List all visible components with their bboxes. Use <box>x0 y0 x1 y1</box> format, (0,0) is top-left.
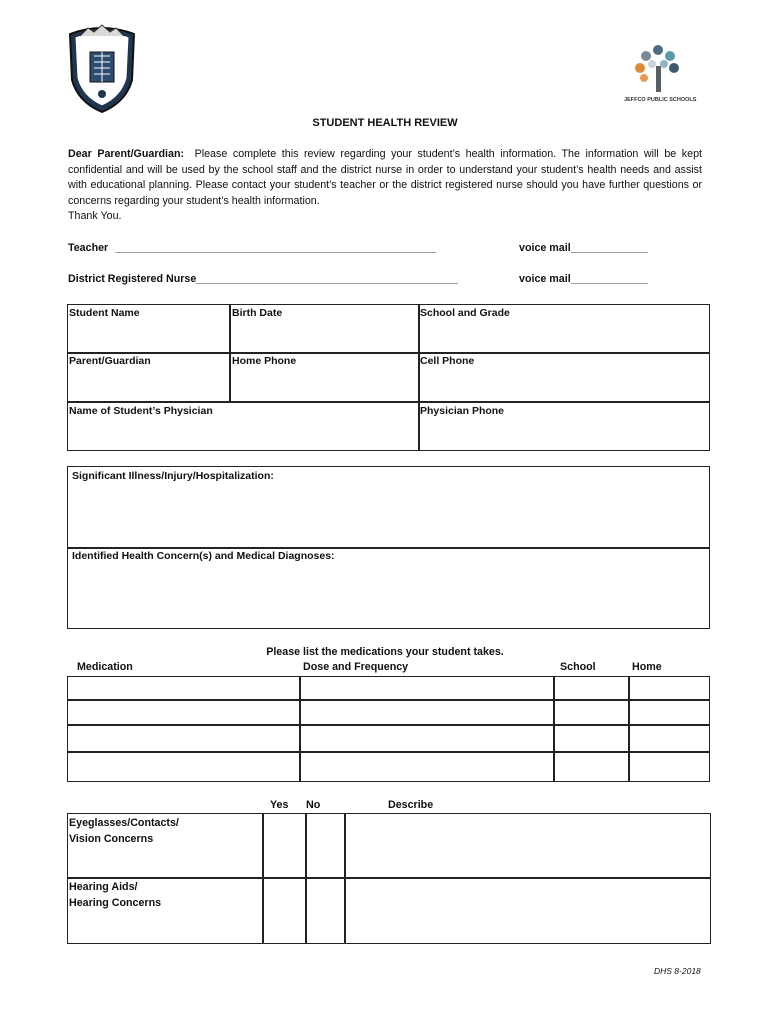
student-name-field[interactable]: Student Name <box>69 307 140 319</box>
sensory-col-divider <box>344 813 346 944</box>
intro-body: Please complete this review regarding your student’s health information. The information will be kept confidential and will be used by the school staff and the district nurse in order to understand your student’s health needs and assist with educational planning. Please contact your student’s teacher or the district registered nurse should you have further questions or concerns regarding your student’s health information. <box>68 148 702 207</box>
health-concerns-field[interactable]: Identified Health Concern(s) and Medical Diagnoses: <box>72 550 335 562</box>
teacher-voicemail-field[interactable]: _____________ <box>570 242 648 254</box>
home-header: Home <box>632 661 662 673</box>
sensory-col-divider <box>262 813 264 944</box>
district-logo-text: JEFFCO PUBLIC SCHOOLS <box>624 97 697 103</box>
grid-divider <box>67 401 710 403</box>
physician-phone-field[interactable]: Physician Phone <box>420 405 505 417</box>
medications-intro: Please list the medications your student takes. <box>266 646 504 658</box>
teacher-field[interactable]: ______________________________________________________ <box>115 242 437 254</box>
parent-guardian-field[interactable]: Parent/Guardian <box>69 355 151 367</box>
physician-name-field[interactable]: Name of Student’s Physician <box>69 405 213 417</box>
medication-header: Medication <box>77 661 133 673</box>
nurse-voicemail-field[interactable]: _____________ <box>570 273 648 285</box>
nurse-field[interactable]: ____________________________________________ <box>196 273 458 285</box>
nurse-row <box>68 273 458 285</box>
health-divider <box>67 547 710 549</box>
teacher-row <box>68 242 436 254</box>
table-col-divider <box>299 676 301 782</box>
vision-label-line-1: Eyeglasses/Contacts/ <box>69 817 179 829</box>
grid-divider <box>67 352 710 354</box>
vision-row-label <box>69 816 179 847</box>
vision-label-line-2: Vision Concerns <box>69 832 154 845</box>
cell-phone-field[interactable]: Cell Phone <box>420 355 475 367</box>
birth-date-field[interactable]: Birth Date <box>232 307 283 319</box>
grid-divider <box>418 304 420 450</box>
medications-table <box>67 676 710 782</box>
describe-header: Describe <box>388 799 434 811</box>
hearing-row-label <box>69 880 161 911</box>
nurse-label: District Registered Nurse <box>68 273 197 285</box>
table-row-divider <box>67 699 710 701</box>
voicemail-label-1: voice mail <box>519 242 571 254</box>
teacher-voicemail-row <box>519 242 648 254</box>
no-header: No <box>306 799 321 811</box>
sensory-col-divider <box>305 813 307 944</box>
nurse-voicemail-row <box>519 273 648 285</box>
thank-you: Thank You. <box>68 210 122 222</box>
form-code: DHS 8-2018 <box>654 966 701 976</box>
table-col-divider <box>628 676 630 782</box>
student-info-grid <box>67 304 710 451</box>
page-title: STUDENT HEALTH REVIEW <box>312 117 458 129</box>
salutation: Dear Parent/Guardian: <box>68 148 185 160</box>
voicemail-label-2: voice mail <box>519 273 571 285</box>
sensory-row-divider <box>67 877 711 879</box>
school-crest-logo <box>66 22 138 114</box>
hearing-label-line-2: Hearing Concerns <box>69 896 162 909</box>
home-phone-field[interactable]: Home Phone <box>232 355 297 367</box>
intro-paragraph <box>68 147 702 225</box>
table-row-divider <box>67 724 710 726</box>
table-col-divider <box>553 676 555 782</box>
illness-field[interactable]: Significant Illness/Injury/Hospitalization: <box>72 470 274 482</box>
table-row-divider <box>67 751 710 753</box>
grid-divider <box>229 304 231 402</box>
dose-header: Dose and Frequency <box>303 661 409 673</box>
teacher-label: Teacher <box>68 242 109 254</box>
district-tree-logo <box>624 44 697 108</box>
hearing-label-line-1: Hearing Aids/ <box>69 881 138 893</box>
school-header: School <box>560 661 596 673</box>
yes-header: Yes <box>270 799 289 811</box>
school-grade-field[interactable]: School and Grade <box>420 307 510 319</box>
